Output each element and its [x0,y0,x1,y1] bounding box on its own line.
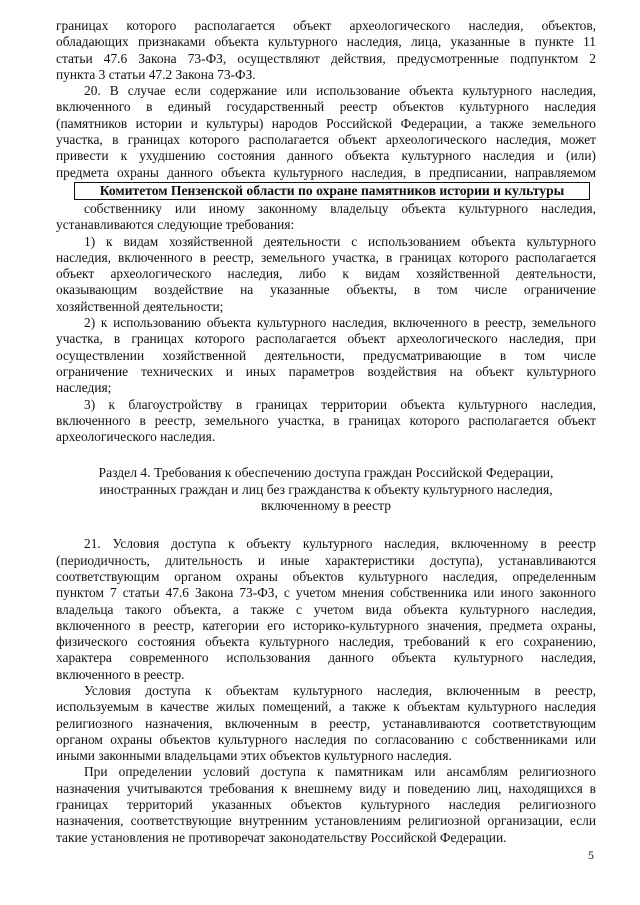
text-line: органом охраны объектов культурного наследия по согласованию с собственниками или [56,731,596,747]
text-line: устанавливаются следующие требования: [56,217,295,233]
paragraph-20 [56,83,596,181]
committee-stamp: Комитетом Пензенской области по охране памятников истории и культуры [74,182,590,200]
text-line: (периодичность, длительность и иные характеристики доступа), устанавливаются [56,552,596,568]
text-line: При определении условий доступа к памятникам или ансамблям религиозного [84,764,596,780]
text-line: иными законными владельцами этих объектов культурного наследия. [56,748,452,764]
text-line: 1) к видам хозяйственной деятельности с использованием объекта культурного [84,233,596,249]
section-heading [56,465,596,514]
text-line: наследия; [56,380,112,396]
text-line: предмета охраны данного объекта культурного наследия, в предписании, направляемом [56,164,596,180]
text-line: (памятников истории и культуры) народов Российской Федерации, а также земельного [56,115,596,131]
text-line: участка, в границах которого располагается объект археологического наследия, при [56,331,596,347]
section-title-line: Раздел 4. Требования к обеспечению доступа граждан Российской Федерации, [98,465,554,481]
text-line: хозяйственной деятельности; [56,298,224,314]
text-line: участка, в границах которого располагается объект археологического наследия, может [56,132,596,148]
text-line: 20. В случае если содержание или использование объекта культурного наследия, [84,83,596,99]
text-line: пунктом 7 статьи 47.6 Закона 73-ФЗ, с учетом мнения собственника или иного законного [56,585,596,601]
text-line: археологического наследия. [56,429,216,445]
text-line: наследия, включенного в реестр, земельного участка, в границах которого располагается [56,249,596,265]
text-line: пункта 3 статьи 47.2 Закона 73-ФЗ. [56,66,256,82]
text-line: Условия доступа к объектам культурного наследия, включенным в реестр, [84,682,596,698]
text-line: включенного в реестр, земельного участка, в границах которого располагается объект [56,412,596,428]
document-page [56,18,596,846]
text-line: назначения, соответствующие внутренним установлениям религиозной организации, если [56,813,596,829]
paragraph-access-religious [56,764,596,845]
paragraph-19-continuation [56,18,596,83]
section-title-line: включенному в реестр [260,498,392,514]
text-line: владельца такого объекта, а также с учетом вида объекта культурного наследия, [56,601,596,617]
text-line: включенного в единый государственный реестр объектов культурного наследия [56,99,596,115]
text-line: границах которого располагается объект археологического наследия, объектов, [56,18,596,33]
text-line: соответствующим органом охраны объектов культурного наследия, определенным [56,568,596,584]
text-line: объект археологического наследия, либо к видам хозяйственной деятельности, [56,266,596,282]
text-line: такие установления не противоречат законодательству Российской Федерации. [56,829,507,845]
paragraph-access-residential [56,683,596,764]
text-line: осуществлении хозяйственной деятельности, предусматривающие в том числе [56,347,596,363]
paragraph-20-continuation [56,201,596,445]
text-line: оказывающим воздействие на указанные объекты, в том числе ограничение [56,282,596,298]
text-line: привести к ухудшению состояния данного объекта культурного наследия и (или) [56,148,596,164]
text-line: границах территорий указанных объектов культурного наследия религиозного [56,797,596,813]
text-line: обладающих признаками объекта культурного наследия, лица, указанные в пункте 11 [56,34,596,50]
text-line: назначения учитываются требования к внешнему виду и поведению лиц, находящихся в [56,780,596,796]
text-line: религиозного назначения, включенным в реестр, устанавливаются соответствующим [56,715,596,731]
text-line: характера современного использования данного объекта культурного наследия, [56,650,596,666]
text-line: 3) к благоустройству в границах территории объекта культурного наследия, [84,396,596,412]
text-line: статьи 47.6 Закона 73-ФЗ, осуществляют действия, предусмотренные подпунктом 2 [56,50,596,66]
text-line: собственнику или иному законному владельцу объекта культурного наследия, [84,200,596,216]
paragraph-21 [56,536,596,683]
text-line: используемым в качестве жилых помещений, а также к объектам культурного наследия [56,699,596,715]
text-line: физического состояния объекта культурного наследия, требований к его сохранению, [56,634,596,650]
text-line: 2) к использованию объекта культурного наследия, включенного в реестр, земельного [84,315,596,331]
text-line: 21. Условия доступа к объекту культурного наследия, включенному в реестр [84,536,596,552]
section-title-line: иностранных граждан и лиц без гражданства к объекту культурного наследия, [99,481,553,497]
text-line: ограничение технических и иных параметров воздействия на объект культурного [56,363,596,379]
page-number: 5 [588,848,594,862]
text-line: включенного в реестр, категории его историко-культурного значения, предмета охраны, [56,617,596,633]
text-line: включенного в реестр. [56,666,185,682]
